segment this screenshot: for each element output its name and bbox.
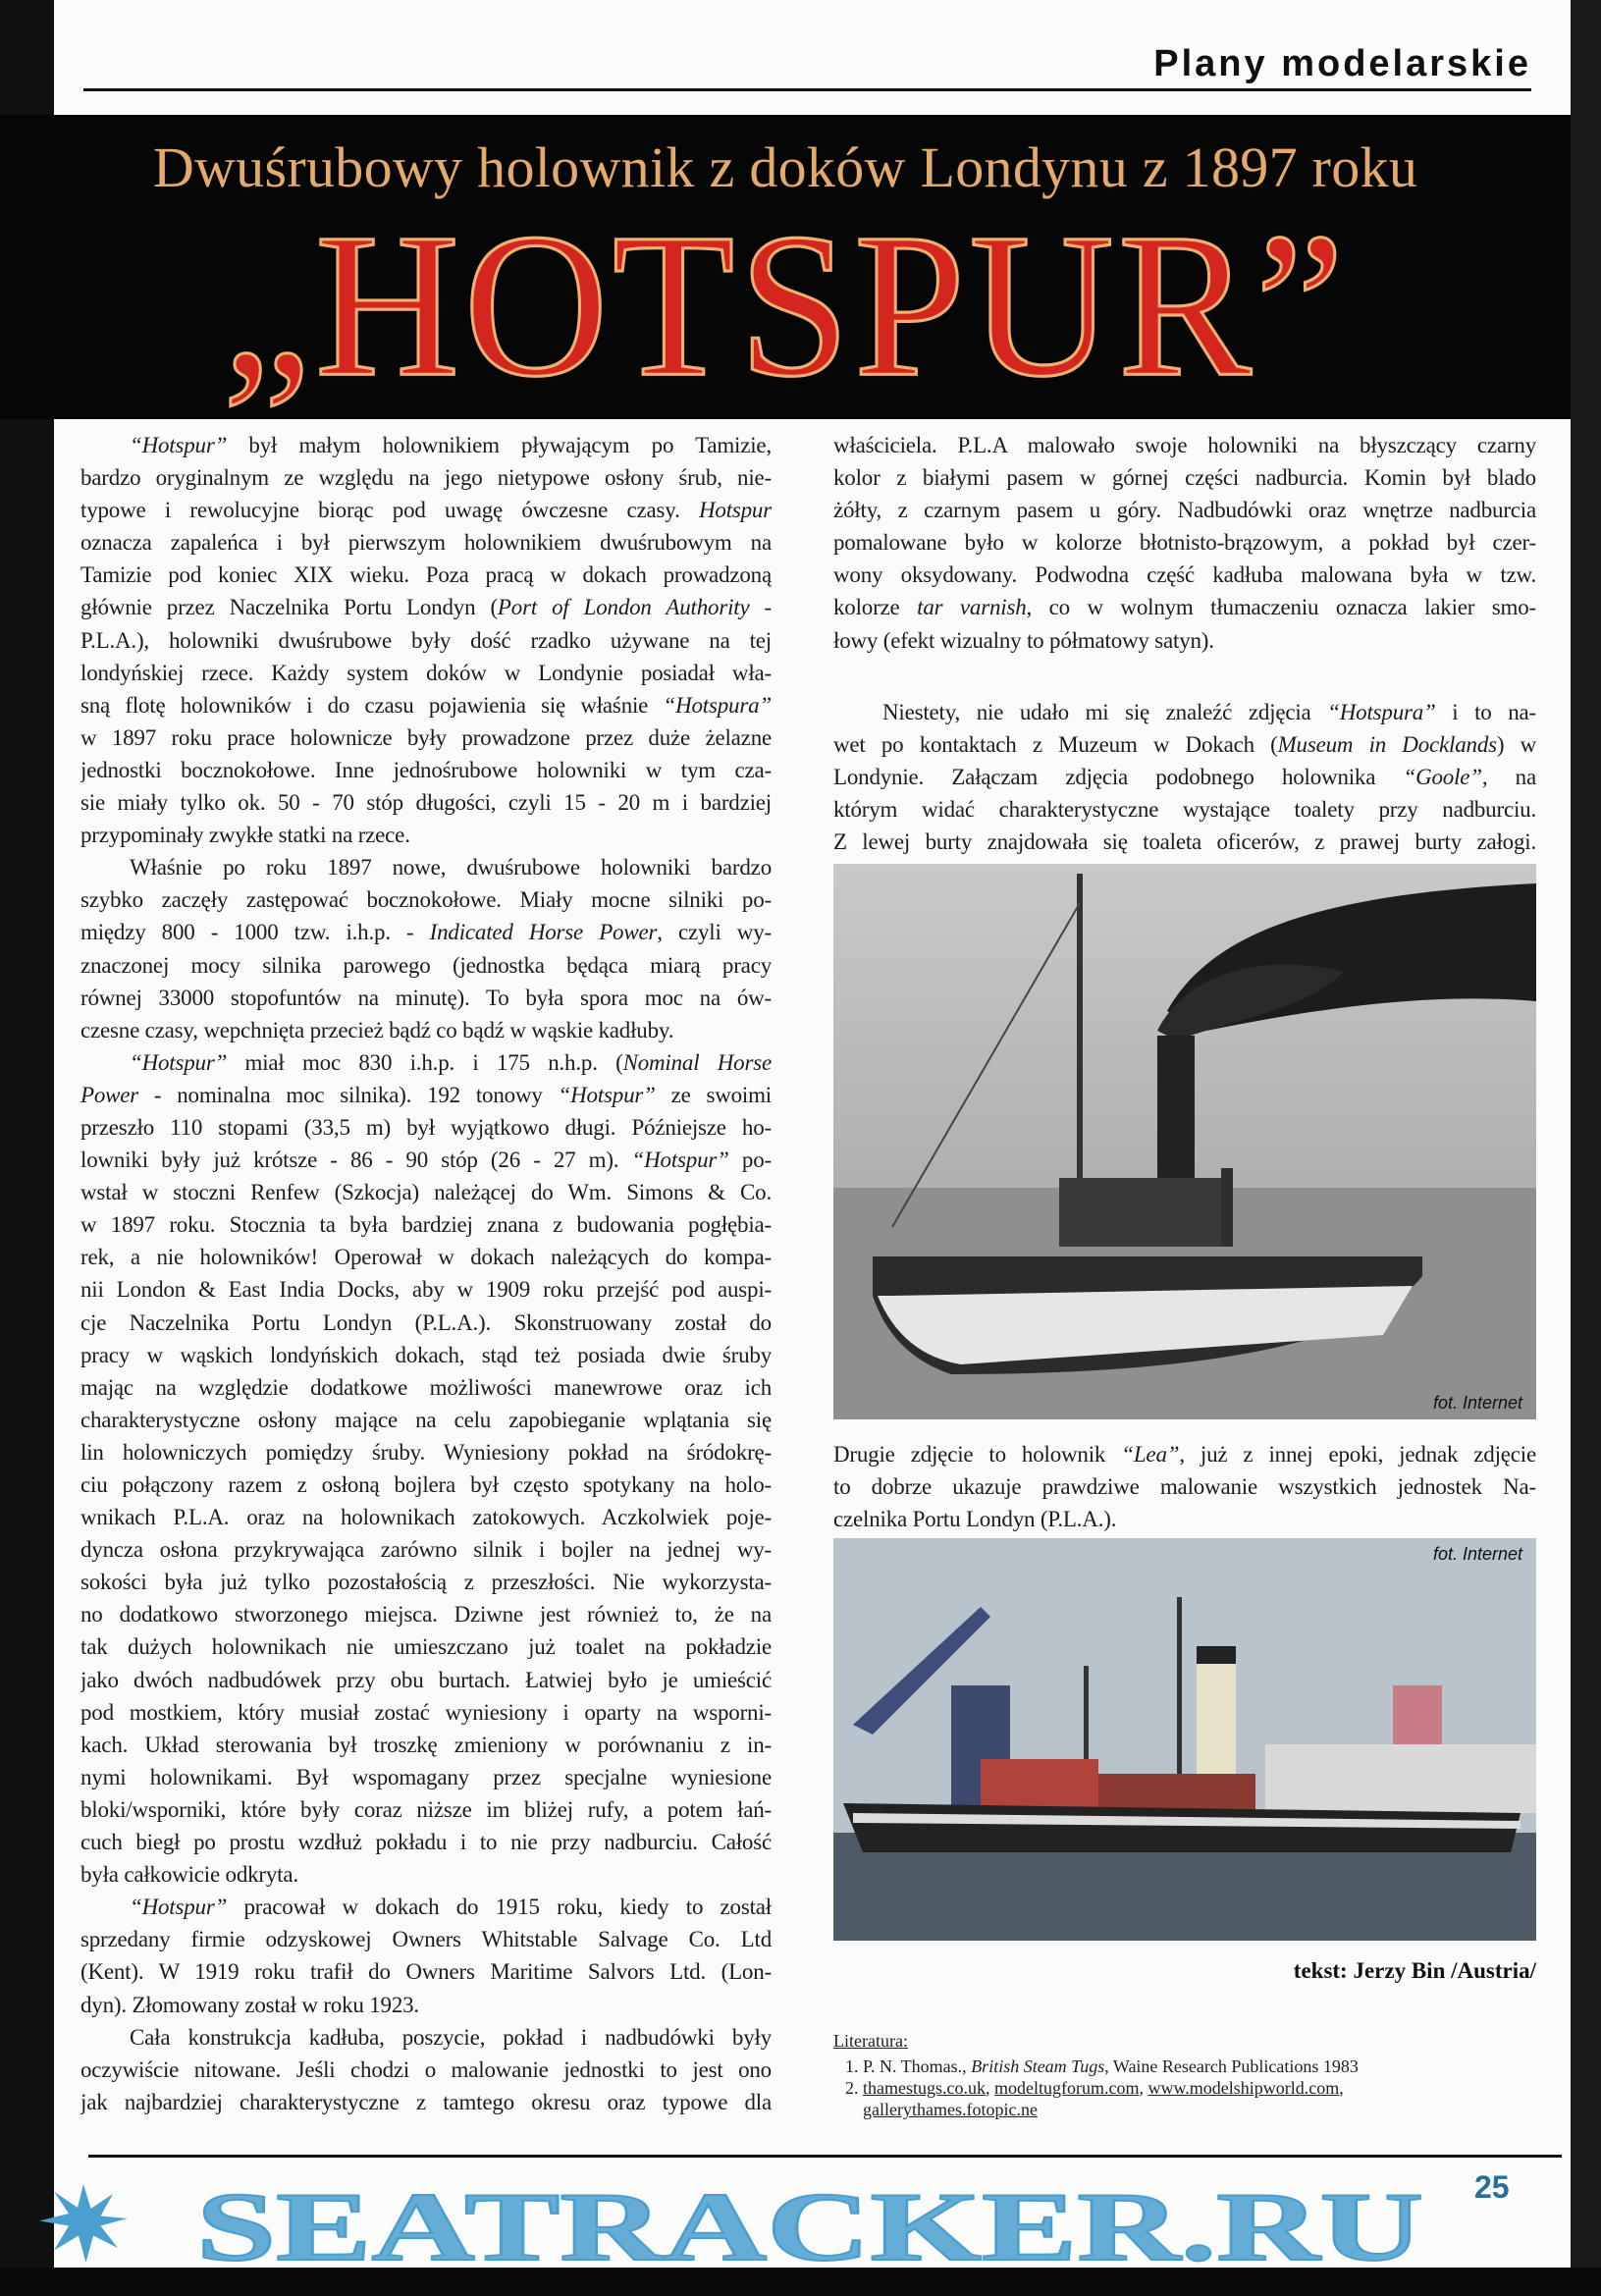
page-number: 25 <box>1474 2169 1510 2205</box>
text-line <box>80 1339 772 1371</box>
text: miał moc 830 i.h.p. i 175 n.h.p. ( <box>227 1049 623 1075</box>
paragraph <box>833 696 1536 858</box>
text: sokości była już tylko pozostałością z przeszłości. Nie wykorzysta- <box>80 1570 772 1595</box>
photo-tug-lea <box>833 1538 1536 1941</box>
text: charakterystyczne osłony mające na celu zapobieganie wplątania się <box>80 1407 772 1432</box>
text-line <box>80 1436 772 1468</box>
text: pomalowane było w kolorze błotnisto-brązowym, a pokład był czer- <box>833 530 1536 556</box>
text-line <box>80 1826 772 1858</box>
text-line <box>833 1470 1536 1503</box>
text-line <box>80 1468 772 1501</box>
text-line <box>833 1503 1536 1535</box>
text-line <box>80 851 772 883</box>
text-line <box>80 461 772 494</box>
text: między 800 - 1000 tzw. i.h.p. - <box>80 920 430 945</box>
text: tak dużych holownikach nie umieszczano już toalet na pokładzie <box>80 1634 772 1660</box>
literature-section <box>833 2030 1359 2120</box>
text: właściciela. P.L.A malowało swoje holowniki na błyszczący czarny <box>833 433 1536 457</box>
text-line <box>833 696 1536 728</box>
article-title: „HOTSPUR” <box>222 191 1349 420</box>
text: ze swoimi <box>655 1082 772 1107</box>
italic-text: Power <box>80 1082 139 1107</box>
text-line <box>833 624 1536 657</box>
literature-title: Literatura: <box>833 2031 908 2051</box>
text-line <box>80 657 772 689</box>
text: był małym holownikiem pływającym po Tamizie, <box>227 433 772 457</box>
ref-author: P. N. Thomas., <box>863 2056 972 2076</box>
dock-photo-image <box>833 1538 1536 1941</box>
text-line <box>80 689 772 721</box>
literature-item: 2. thamestugs.co.uk, modeltugforum.com, www.modelshipworld.com, gallerythames.fotopic.ne <box>863 2077 1359 2120</box>
text-line <box>80 1598 772 1630</box>
text-line <box>80 1111 772 1144</box>
text-line <box>80 1273 772 1306</box>
text: no dodatkowo stworzonego miejsca. Dziwne jest również to, że na <box>80 1602 772 1628</box>
italic-text: Museum in Docklands <box>1277 731 1497 757</box>
text: mając na względzie dodatkowe możliwości manewrowe oraz ich <box>80 1374 772 1400</box>
text: P.L.A.), holowniki dwuśrubowe były dość rzadko używane na tej <box>80 627 772 653</box>
text-line <box>80 2086 772 2118</box>
text-line <box>80 429 772 461</box>
ref-title: British Steam Tugs <box>971 2056 1105 2076</box>
text-line <box>80 1014 772 1046</box>
text: jak najbardziej charakterystyczne z tamtego okresu oraz typowe dla <box>80 2089 772 2114</box>
text: równej 33000 stopofuntów na minutę). To była spora moc na ów- <box>80 985 772 1010</box>
text: dyncza osłona przykrywająca zarówno silnik i bojler na jednej wy- <box>80 1537 772 1563</box>
text: znaczonej mocy silnika parowego (jednostka będąca miarą pracy <box>80 952 772 978</box>
text-line <box>80 1501 772 1533</box>
header-rule <box>83 88 1531 91</box>
ref-link[interactable]: www.modelshipworld.com <box>1147 2078 1340 2098</box>
paragraph <box>80 1046 772 1891</box>
text: sną flotę holowników i do czasu pojawienia się właśnie <box>80 692 664 718</box>
italic-text: “Goole” <box>1403 764 1482 789</box>
text-line <box>80 1046 772 1079</box>
text-line <box>80 1144 772 1176</box>
italic-text: “Hotspur” <box>130 1049 228 1075</box>
italic-text: “Hotspura” <box>1327 699 1436 724</box>
article-author: tekst: Jerzy Bin /Austria/ <box>1293 1958 1536 1983</box>
literature-item <box>863 2056 1359 2077</box>
text: kolor z białymi pasem w górnej części nadburcia. Komin był blado <box>833 465 1536 491</box>
text: przypominały zwykłe statki na rzece. <box>80 823 410 848</box>
text: nymi holownikami. Był wspomagany przez specjalne wyniesione <box>80 1764 772 1789</box>
text: dyn). Złomowany został w roku 1923. <box>80 1992 419 2017</box>
text: (Kent). W 1919 roku trafił do Owners Maritime Salvors Ltd. (Lon- <box>80 1959 772 1985</box>
text-line <box>80 1079 772 1111</box>
text-line <box>80 1729 772 1761</box>
italic-text: “Hotspur” <box>631 1148 729 1173</box>
text: Londynie. Załączam zdjęcia podobnego holownika <box>833 764 1404 789</box>
text: , na <box>1481 764 1536 789</box>
text: łowy (efekt wizualny to półmatowy satyn). <box>833 627 1214 653</box>
text: bloki/wsporniki, które były coraz niższe im bliżej rufy, a potem łań- <box>80 1796 772 1822</box>
italic-text: Indicated Horse Power <box>429 920 658 945</box>
text: pracował w dokach do 1915 roku, kiedy to został <box>227 1895 772 1920</box>
text: żółty, z czarnym pasem u góry. Nadbudówki oraz wnętrze nadburcia <box>833 498 1536 523</box>
text-line <box>80 1664 772 1696</box>
text-line <box>80 949 772 982</box>
paragraph <box>80 1891 772 2020</box>
italic-text: Port of London Authority - <box>497 595 772 620</box>
text: kach. Układ sterowania był troszkę zmieniony w porównaniu z in- <box>80 1732 772 1757</box>
italic-text: “Lea” <box>1121 1442 1180 1467</box>
text-line <box>833 761 1536 793</box>
italic-text: tar varnish <box>917 595 1027 620</box>
text: Drugie zdjęcie to holownik <box>833 1442 1122 1467</box>
text: szybko zaczęły zastępować bocznokołowe. Miały mocne silniki po- <box>80 887 772 913</box>
text: sprzedany firmie odzyskowej Owners Whitstable Salvage Co. Ltd <box>80 1927 772 1952</box>
text-line <box>80 721 772 754</box>
ref-publisher: , Waine Research Publications 1983 <box>1104 2056 1359 2076</box>
text-line <box>80 1858 772 1891</box>
text: lin holowniczych pomiędzy śruby. Wyniesiony pokład na śródokrę- <box>80 1439 772 1465</box>
text: jednostki bocznokołowe. Inne jednośrubowe holowniki w tym cza- <box>80 757 772 782</box>
text: przeszło 110 stopami (33,5 m) był wyjątkowo długi. Późniejsze ho- <box>80 1114 772 1140</box>
italic-text: “Hotspur” <box>130 1895 228 1920</box>
text: oczywiście nitowane. Jeśli chodzi o malowanie jednostki to jest ono <box>80 2056 772 2082</box>
text: jako dwóch nadbudówek przy obu burtach. Łatwiej było je umieścić <box>80 1667 772 1692</box>
italic-text: Hotspur <box>698 498 772 523</box>
text-line <box>80 982 772 1014</box>
text-line <box>833 728 1536 761</box>
text: pod mostkiem, który musiał zostać wyniesiony i oparty na wsporni- <box>80 1699 772 1725</box>
text: nii London & East India Docks, aby w 1909 roku przejść pod auspi- <box>80 1277 772 1303</box>
paragraph <box>80 851 772 1046</box>
text: w 1897 roku prace holownicze były prowadzone przez duże żelazne <box>80 724 772 750</box>
text-line <box>80 1630 772 1663</box>
text-line <box>80 1241 772 1273</box>
text-line <box>80 494 772 526</box>
watermark-text: SEATRACKER.RU <box>196 2172 1423 2268</box>
italic-text: “Hotspur” <box>130 433 228 457</box>
text-line <box>80 1533 772 1566</box>
text-line <box>80 786 772 819</box>
text: cje Naczelnika Portu Londyn (P.L.A.). Skonstruowany został do <box>80 1309 772 1335</box>
text-line <box>80 1176 772 1208</box>
text-line <box>833 559 1536 591</box>
text-line <box>80 1955 772 1988</box>
photo-caption <box>833 1438 1536 1535</box>
text-line <box>833 591 1536 623</box>
paragraph <box>833 429 1536 657</box>
text-line <box>80 1793 772 1826</box>
text: ciu połączony razem z osłoną bojlera był często spotykany na holo- <box>80 1472 772 1497</box>
photo-credit: fot. Internet <box>1432 1544 1522 1564</box>
text: po- <box>728 1148 772 1173</box>
text: cuch biegł po prostu wzdłuż pokładu i to nie przy nadburciu. Całość <box>80 1830 772 1855</box>
text: którym widać charakterystyczne wystające toalety przy nadburciu. <box>833 796 1536 822</box>
text-line <box>833 494 1536 526</box>
section-label: Plany modelarskie <box>1153 43 1531 84</box>
text: Tamizie pod koniec XIX wieku. Poza pracą w dokach prowadzoną <box>80 562 772 588</box>
text: wet po kontaktach z Muzeum w Dokach ( <box>833 731 1278 757</box>
italic-text: “Hotspura” <box>663 692 772 718</box>
title-banner <box>0 115 1571 419</box>
text-line <box>833 429 1536 461</box>
text: wstał w stoczni Renfew (Szkocja) należącej do Wm. Simons & Co. <box>80 1180 772 1205</box>
text-line <box>80 526 772 559</box>
ref-link[interactable]: gallerythames.fotopic.ne <box>863 2100 1038 2119</box>
text: Właśnie po roku 1897 nowe, dwuśrubowe holowniki bardzo <box>130 855 772 881</box>
text-line <box>80 1307 772 1339</box>
text-line <box>80 883 772 916</box>
text-line <box>80 754 772 786</box>
italic-text: Nominal Horse <box>622 1049 772 1075</box>
article-subtitle: Dwuśrubowy holownik z doków Londynu z 1897 roku <box>152 135 1418 199</box>
photo-credit: fot. Internet <box>1432 1393 1522 1413</box>
text-line <box>80 591 772 623</box>
text: , już z innej epoki, jednak zdjęcie <box>1179 1442 1536 1467</box>
text: Z lewej burty znajdowała się toaleta oficerów, z prawej burty załogi. <box>833 829 1536 855</box>
text-line <box>80 2021 772 2054</box>
text: rek, a nie holowników! Operował w dokach należących do kompa- <box>80 1245 772 1270</box>
text-line <box>80 559 772 591</box>
paragraph <box>80 429 772 851</box>
text-line <box>80 1404 772 1436</box>
text: londyńskiej rzece. Każdy system doków w Londynie posiadał wła- <box>80 660 772 685</box>
page-bottom-edge <box>0 2268 1601 2296</box>
tug-photo-image <box>833 864 1536 1419</box>
text: była całkowicie odkryta. <box>80 1862 298 1888</box>
text-line <box>833 526 1536 559</box>
text: to dobrze ukazuje prawdziwe malowanie wszystkich jednostek Na- <box>833 1474 1536 1500</box>
text: Niestety, nie udało mi się znaleźć zdjęcia <box>882 699 1328 724</box>
text-line <box>80 624 772 657</box>
text-line <box>833 826 1536 858</box>
text: , co w wolnym tłumaczeniu oznacza lakier smo- <box>1026 595 1536 620</box>
text: wnikach P.L.A. oraz na holownikach zatokowych. Aczkolwiek poje- <box>80 1505 772 1530</box>
text: ) w <box>1496 731 1536 757</box>
paragraph-gap <box>833 657 1536 696</box>
paragraph <box>80 2021 772 2118</box>
text: oznacza zapaleńca i był pierwszym holownikiem dwuśrubowym na <box>80 530 772 556</box>
text: bardzo oryginalnym ze względu na jego nietypowe osłony śrub, nie- <box>80 465 772 491</box>
footer-rule <box>88 2155 1562 2158</box>
text: Cała konstrukcja kadłuba, poszycie, pokład i nadbudówki były <box>130 2024 772 2050</box>
text-line <box>80 1696 772 1729</box>
text: czelnika Portu Londyn (P.L.A.). <box>833 1507 1117 1532</box>
text: w 1897 roku. Stocznia ta była bardziej znana z budowania pogłębia- <box>80 1212 772 1238</box>
text: czesne czasy, wepchnięta przecież bądź co bądź w wąskie kadłuby. <box>80 1017 674 1042</box>
text-line <box>80 1566 772 1598</box>
text: kolorze <box>833 595 918 620</box>
text: wony oksydowany. Podwodna część kadłuba malowana była w tzw. <box>833 562 1536 588</box>
italic-text: “Hotspur” <box>558 1082 656 1107</box>
text: typowe i rewolucyjne biorąc pod uwagę ówczesne czasy. <box>80 498 699 523</box>
ref-link[interactable]: modeltugforum.com <box>993 2078 1140 2098</box>
photo-tug-goole <box>833 864 1536 1419</box>
text: sie miały tylko ok. 50 - 70 stóp długości, czyli 15 - 20 m i bardziej <box>80 790 772 816</box>
text-line <box>80 1208 772 1241</box>
ref-link[interactable]: thamestugs.co.uk <box>863 2078 986 2098</box>
text-line <box>80 2054 772 2086</box>
text-line <box>80 1371 772 1404</box>
text: głównie przez Naczelnika Portu Londyn ( <box>80 595 498 620</box>
text: i to na- <box>1435 699 1536 724</box>
text: lowniki były już krótsze - 86 - 90 stóp (26 - 27 m). <box>80 1148 632 1173</box>
text: pracy w wąskich londyńskich dokach, stąd też posiada dwie śruby <box>80 1342 772 1367</box>
text: - nominalna moc silnika). 192 tonowy <box>138 1082 559 1107</box>
text-line <box>80 819 772 851</box>
right-text-column <box>833 429 1536 858</box>
text-line <box>80 1891 772 1923</box>
left-text-column <box>80 429 772 2118</box>
text-line <box>80 1923 772 1955</box>
text-line <box>80 1989 772 2021</box>
text: , czyli wy- <box>657 920 772 945</box>
text-line <box>833 793 1536 826</box>
text-line <box>80 916 772 948</box>
text-line <box>80 1761 772 1793</box>
text-line <box>833 461 1536 494</box>
text-line <box>833 1438 1536 1470</box>
